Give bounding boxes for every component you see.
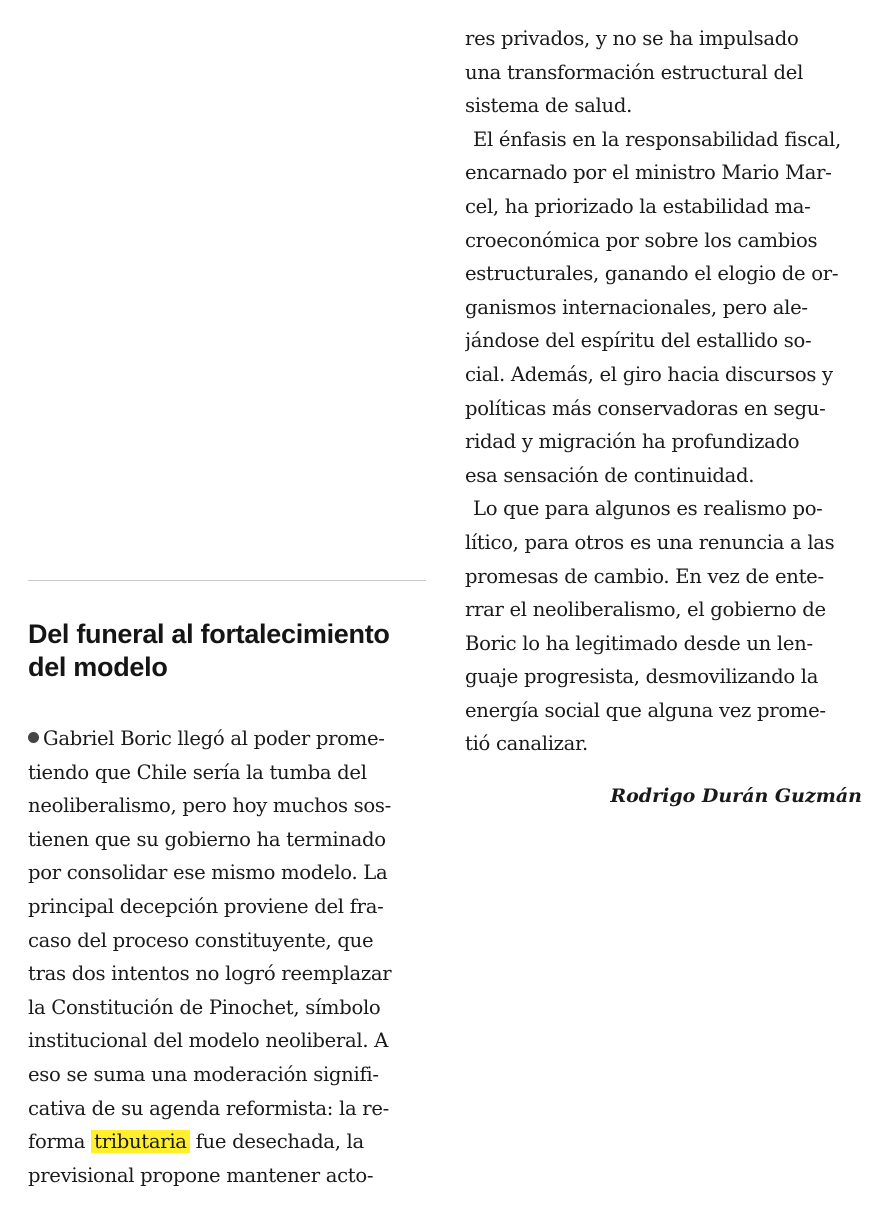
- body-line: tienen que su gobierno ha terminado: [28, 827, 386, 851]
- article-body-right: [465, 22, 862, 761]
- body-line: políticas más conservadoras en segu-: [465, 396, 826, 420]
- body-line: energía social que alguna vez prome-: [465, 698, 826, 722]
- article-body-left: [28, 722, 428, 1192]
- body-line: principal decepción proviene del fra-: [28, 894, 384, 918]
- body-line: Lo que para algunos es realismo po-: [473, 497, 823, 521]
- right-column: [465, 0, 862, 1210]
- body-line: estructurales, ganando el elogio de or-: [465, 262, 839, 286]
- body-line: caso del proceso constituyente, que: [28, 928, 374, 952]
- body-line: croeconómica por sobre los cambios: [465, 228, 818, 252]
- body-line: Boric lo ha legitimado desde un len-: [465, 631, 813, 655]
- body-line: cial. Además, el giro hacia discursos y: [465, 362, 833, 386]
- body-line: tió canalizar.: [465, 732, 588, 756]
- body-line: lítico, para otros es una renuncia a las: [465, 530, 835, 554]
- body-line: cel, ha priorizado la estabilidad ma-: [465, 194, 811, 218]
- body-line: [28, 722, 428, 756]
- body-line: rrar el neoliberalismo, el gobierno de: [465, 598, 826, 622]
- body-line: tiendo que Chile sería la tumba del: [28, 760, 367, 784]
- body-line: tras dos intentos no logró reemplazar: [28, 962, 392, 986]
- body-line: la Constitución de Pinochet, símbolo: [28, 995, 381, 1019]
- body-line: guaje progresista, desmovilizando la: [465, 665, 819, 689]
- body-line: por consolidar ese mismo modelo. La: [28, 861, 388, 885]
- headline-line: del modelo: [28, 652, 168, 682]
- body-line: neoliberalismo, pero hoy muchos sos-: [28, 794, 391, 818]
- body-line: institucional del modelo neoliberal. A: [28, 1029, 389, 1053]
- body-line: sistema de salud.: [465, 94, 632, 118]
- body-line: ganismos internacionales, pero ale-: [465, 295, 808, 319]
- body-line: encarnado por el ministro Mario Mar-: [465, 161, 832, 185]
- section-divider: [28, 580, 426, 581]
- body-line: ridad y migración ha profundizado: [465, 430, 800, 454]
- body-line-text: Gabriel Boric llegó al poder prome-: [43, 727, 385, 750]
- body-line: El énfasis en la responsabilidad fiscal,: [473, 127, 841, 151]
- left-column: [28, 0, 428, 1210]
- body-line-highlighted: [28, 1125, 428, 1159]
- body-line: previsional propone mantener acto-: [28, 1163, 374, 1187]
- highlight-after: fue desechada, la: [195, 1130, 364, 1154]
- article-headline: [28, 618, 428, 684]
- body-line: esa sensación de continuidad.: [465, 463, 755, 487]
- highlighted-word: tributaria: [91, 1130, 190, 1153]
- body-line: promesas de cambio. En vez de ente-: [465, 564, 824, 588]
- body-line: jándose del espíritu del estallido so-: [465, 329, 812, 353]
- headline-line: Del funeral al fortalecimiento: [28, 619, 390, 649]
- body-line: eso se suma una moderación signifi-: [28, 1062, 379, 1086]
- body-line: cativa de su agenda reformista: la re-: [28, 1096, 389, 1120]
- body-line: res privados, y no se ha impulsado: [465, 27, 799, 50]
- body-line: una transformación estructural del: [465, 60, 804, 84]
- author-byline: Rodrigo Durán Guzmán: [610, 785, 862, 807]
- highlight-before: forma: [28, 1130, 86, 1154]
- bullet-icon: [28, 732, 39, 743]
